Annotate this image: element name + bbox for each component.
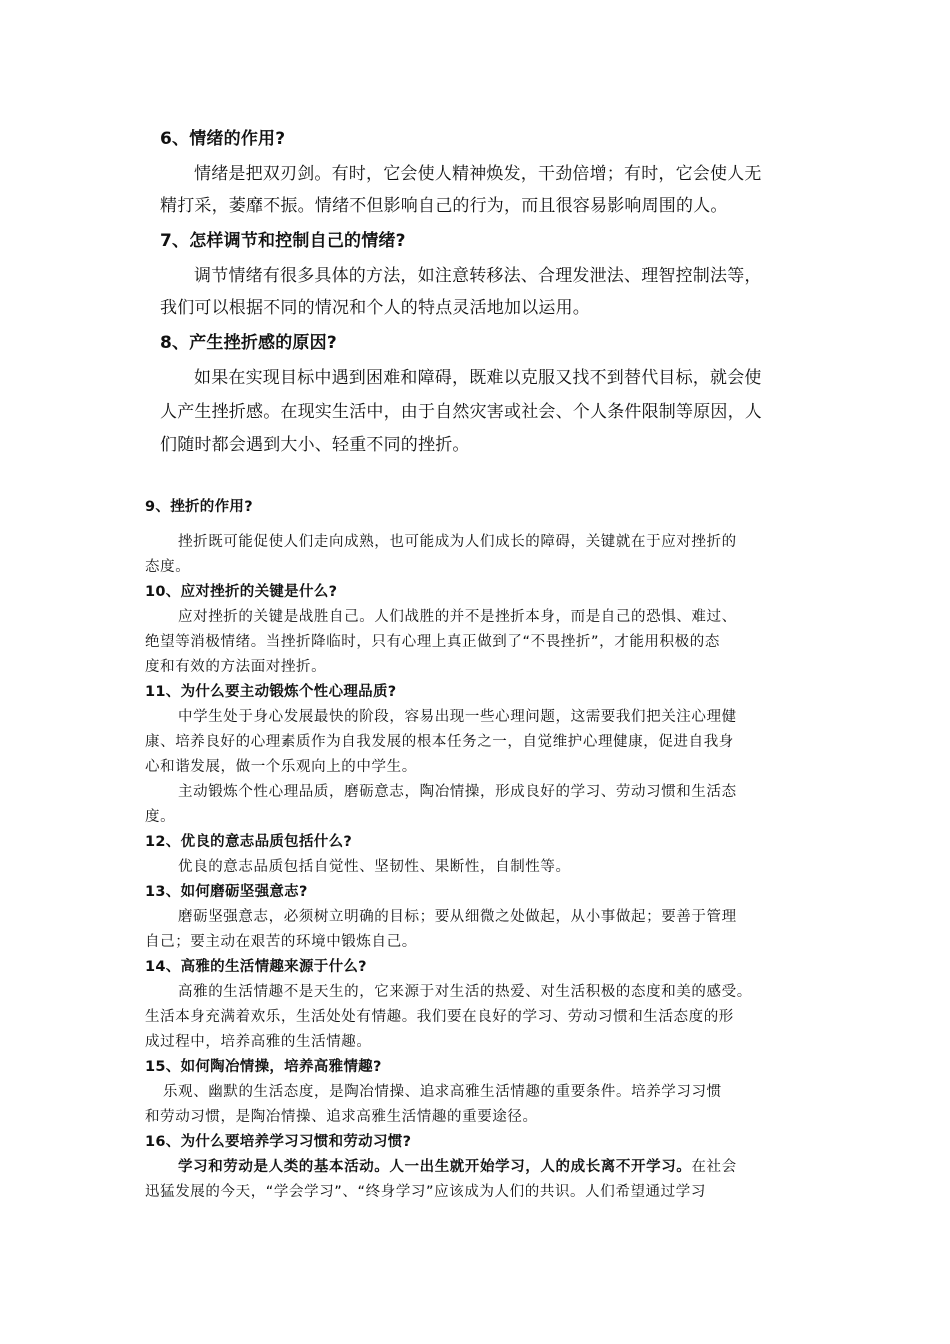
paragraph-11-line-2: 康、培养良好的心理素质作为自我发展的根本任务之一，自觉维护心理健康，促进自我身 (145, 734, 734, 750)
paragraph-11-line-3: 心和谐发展，做一个乐观向上的中学生。 (145, 759, 417, 775)
paragraph-7-line-1: 调节情绪有很多具体的方法，如注意转移法、合理发泄法、理智控制法等， (194, 266, 762, 286)
paragraph-14-line-2: 生活本身充满着欢乐，生活处处有情趣。我们要在良好的学习、劳动习惯和生活态度的形 (145, 1009, 734, 1025)
paragraph-9-line-2: 态度。 (145, 559, 191, 575)
paragraph-16-rest-text: 在社会 (691, 1159, 737, 1175)
paragraph-11-line-1: 中学生处于身心发展最快的阶段，容易出现一些心理问题，这需要我们把关注心理健 (178, 709, 737, 725)
heading-10: 10、应对挫折的关键是什么? (145, 584, 338, 600)
heading-16: 16、为什么要培养学习习惯和劳动习惯? (145, 1134, 412, 1150)
paragraph-8-line-2: 人产生挫折感。在现实生活中，由于自然灾害或社会、个人条件限制等原因，人 (160, 402, 762, 422)
paragraph-8-line-3: 们随时都会遇到大小、轻重不同的挫折。 (160, 435, 470, 455)
heading-6: 6、情绪的作用? (160, 129, 286, 149)
paragraph-9-line-1: 挫折既可能促使人们走向成熟，也可能成为人们成长的障碍，关键就在于应对挫折的 (178, 534, 737, 550)
heading-12: 12、优良的意志品质包括什么? (145, 834, 353, 850)
paragraph-14-line-1: 高雅的生活情趣不是天生的，它来源于对生活的热爱、对生活积极的态度和美的感受。 (178, 984, 752, 1000)
heading-7: 7、怎样调节和控制自己的情绪? (160, 231, 406, 251)
paragraph-11-line-4: 主动锻炼个性心理品质，磨砺意志，陶冶情操，形成良好的学习、劳动习惯和生活态 (178, 784, 737, 800)
paragraph-11-line-5: 度。 (145, 809, 176, 825)
paragraph-12-line-1: 优良的意志品质包括自觉性、坚韧性、果断性，自制性等。 (178, 859, 571, 875)
paragraph-15-line-1: 乐观、幽默的生活态度，是陶冶情操、追求高雅生活情趣的重要条件。培养学习习惯 (163, 1084, 722, 1100)
heading-13: 13、如何磨砺坚强意志? (145, 884, 308, 900)
paragraph-6-line-2: 精打采，萎靡不振。情绪不但影响自己的行为，而且很容易影响周围的人。 (160, 196, 728, 216)
paragraph-14-line-3: 成过程中，培养高雅的生活情趣。 (145, 1034, 372, 1050)
heading-14: 14、高雅的生活情趣来源于什么? (145, 959, 367, 975)
paragraph-16-line-1 (178, 1155, 737, 1176)
paragraph-13-line-1: 磨砺坚强意志，必须树立明确的目标；要从细微之处做起，从小事做起；要善于管理 (178, 909, 737, 925)
heading-11: 11、为什么要主动锻炼个性心理品质? (145, 684, 397, 700)
paragraph-10-line-2: 绝望等消极情绪。当挫折降临时，只有心理上真正做到了“不畏挫折”，才能用积极的态 (145, 634, 720, 650)
paragraph-10-line-1: 应对挫折的关键是战胜自己。人们战胜的并不是挫折本身，而是自己的恐惧、难过、 (178, 609, 737, 625)
heading-9: 9、挫折的作用? (145, 499, 253, 515)
paragraph-6-line-1: 情绪是把双刃剑。有时，它会使人精神焕发，干劲倍增；有时，它会使人无 (194, 164, 762, 184)
paragraph-7-line-2: 我们可以根据不同的情况和个人的特点灵活地加以运用。 (160, 298, 590, 318)
paragraph-10-line-3: 度和有效的方法面对挫折。 (145, 659, 327, 675)
paragraph-13-line-2: 自己；要主动在艰苦的环境中锻炼自己。 (145, 934, 417, 950)
paragraph-15-line-2: 和劳动习惯，是陶冶情操、追求高雅生活情趣的重要途径。 (145, 1109, 538, 1125)
paragraph-16-bold-text: 学习和劳动是人类的基本活动。人一出生就开始学习，人的成长离不开学习。 (178, 1159, 692, 1175)
paragraph-8-line-1: 如果在实现目标中遇到困难和障碍，既难以克服又找不到替代目标，就会使 (194, 368, 762, 388)
paragraph-16-line-2: 迅猛发展的今天，“学会学习”、“终身学习”应该成为人们的共识。人们希望通过学习 (145, 1184, 706, 1200)
heading-15: 15、如何陶冶情操，培养高雅情趣? (145, 1059, 382, 1075)
heading-8: 8、产生挫折感的原因? (160, 333, 337, 353)
